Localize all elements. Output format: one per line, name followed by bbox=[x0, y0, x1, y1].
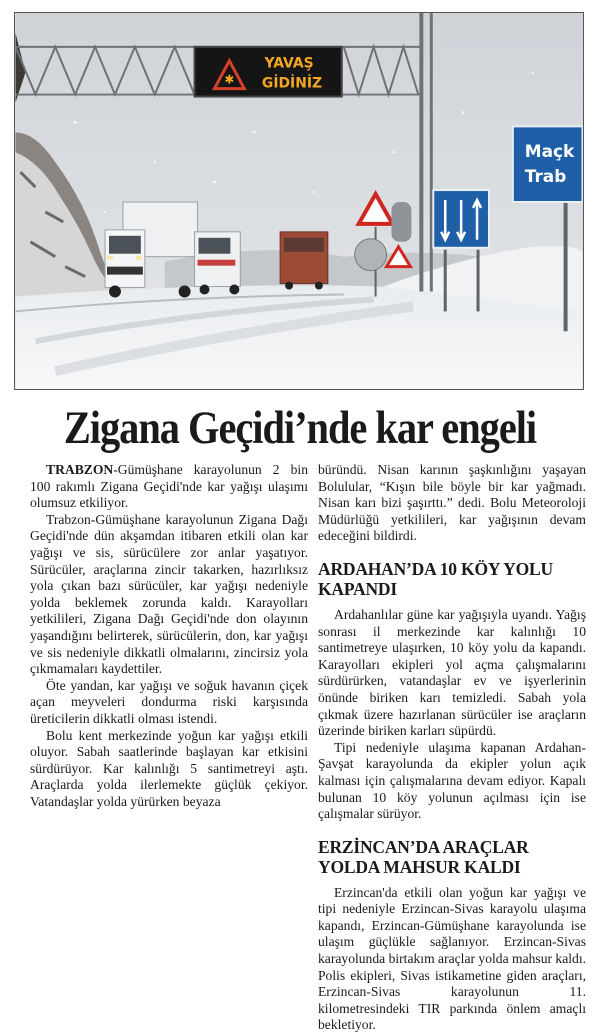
body-paragraph: Ardahanlılar güne kar yağışıyla uyandı. Yağış sonrası il merkezinde kar kalınlığı 10 santimetreye ulaşırken, 10 köy yolu da kapandı. Karayolları ekipleri yol açma çalışmalarını sürdürürken, vatandaşlar ev ve işyerlerinin önünde biriken karı temizledi. Sabah yola çıkmak üzere hazırlanan sürücüler ise araçların üzerinde biriken karları süpürdü. bbox=[318, 606, 586, 739]
continuation-paragraph: büründü. Nisan karının şaşkınlığını yaşayan Bolulular, “Kışın bile böyle bir kar yağmadı. Nisan karı bizi şaşırttı.” dedi. Bolu Meteoroloji Müdürlüğü yetkilileri, kar yağışının devam edeceğini bildirdi. bbox=[318, 462, 586, 544]
body-paragraph: Öte yandan, kar yağışı ve soğuk havanın çiçek açan meyveleri dondurma riski karşısında üreticilerin dikkatli olması istendi. bbox=[30, 677, 308, 726]
svg-text:✱: ✱ bbox=[224, 72, 235, 87]
direction-sign-line1: Maçk bbox=[524, 141, 575, 162]
snowy-road-photo bbox=[14, 12, 584, 390]
lead-paragraph bbox=[30, 462, 308, 512]
body-paragraph: Erzincan'da etkili olan yoğun kar yağışı ve tipi nedeniyle Erzincan-Sivas karayolu ulaşıma kapandı, Erzincan-Gümüşhane karayolunda ise ulaşım güçlükle sağlanıyor. Erzincan-Sivas karayolunda birtakım araçlar yolda mahsur kaldı. Polis ekipleri, Sivas istikametine giden araçları, Erzincan-Sivas karayolunun 11. kilometresindeki TIR parkında önlem amaçlı bekletiyor. bbox=[318, 884, 586, 1033]
gantry-sign-line2: GİDİNİZ bbox=[261, 75, 323, 92]
lead-text: -Gümüşhane karayolunun 2 bin 100 rakımlı Zigana Geçidi'nde kar yağışı ulaşımı olumsuz etkiliyor. bbox=[30, 462, 308, 511]
dateline: TRABZON bbox=[46, 462, 114, 477]
gantry-sign bbox=[195, 47, 342, 97]
article-column-right bbox=[318, 462, 586, 1034]
red-truck bbox=[280, 232, 328, 290]
body-paragraph: Trabzon-Gümüşhane karayolunun Zigana Dağı Geçidi'nde dün akşamdan itibaren etkili olan kar yağışı ve sis, sürücülere zor anlar yaşatıyor. Sürücüler, araçlarına zincir takarken, hazırlıksız yola çıkan bazı sürücüler, kar yağışı nedeniyle yolda beklemek zorunda kaldı. Karayolları yetkilileri, Zigana Dağı Geçidi'nde don olayının yaşandığını belirterek, sürücülerin, don, kar yağışı ve sis nedeniyle dikkatli olmalarını, zincirsiz yola çıkmamaları kaydettiler. bbox=[30, 511, 308, 677]
article-column-left bbox=[30, 462, 308, 810]
gantry-sign-line1: YAVAŞ bbox=[264, 55, 314, 72]
body-paragraph: Tipi nedeniyle ulaşıma kapanan Ardahan-Şavşat karayolunda da ekipler yolun açık kalması için çalışmalarına devam ediyor. Kapalı bulunan 10 köy yolunun açılması için ise çalışmalar sürüyor. bbox=[318, 739, 586, 822]
subheading-erzincan: ERZİNCAN’DA ARAÇLAR YOLDA MAHSUR KALDI bbox=[318, 836, 529, 877]
photo-illustration bbox=[15, 13, 583, 389]
body-paragraph: Bolu kent merkezinde yoğun kar yağışı etkili oluyor. Sabah saatlerinde başlayan kar etkisini sürdürüyor. Kar kalınlığı 5 santimetreyi aştı. Araçlarda yolda ilerlemekte güçlük çekiyor. Vatandaşlar yolda yürürken beyaza bbox=[30, 727, 308, 809]
article-headline: Zigana Geçidi’nde kar engeli bbox=[63, 402, 537, 454]
direction-sign-line2: Trab bbox=[524, 166, 567, 187]
subheading-ardahan: ARDAHAN’DA 10 KÖY YOLU KAPANDI bbox=[318, 558, 553, 599]
white-van bbox=[195, 232, 241, 295]
